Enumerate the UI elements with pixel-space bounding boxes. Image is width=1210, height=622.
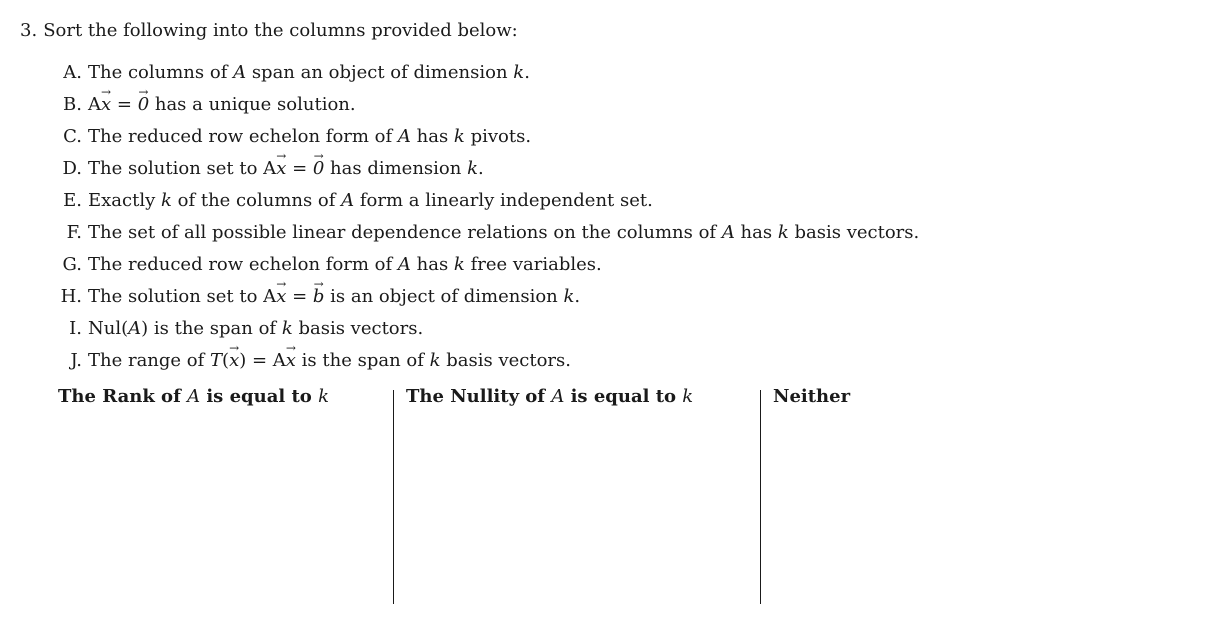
- statement-text: The columns of A span an object of dimension k.: [88, 62, 530, 83]
- statement-item: [58, 220, 919, 252]
- sorting-columns: [58, 386, 958, 604]
- statement-text: The solution set to A→ x = → b is an object of dimension k.: [88, 284, 580, 316]
- statement-item: [58, 124, 919, 156]
- statement-text: Exactly k of the columns of A form a linearly independent set.: [88, 190, 653, 211]
- statement-letter: I.: [69, 318, 82, 339]
- statement-item: [58, 156, 919, 188]
- statement-text: The reduced row echelon form of A has k free variables.: [88, 254, 602, 275]
- statement-text: The reduced row echelon form of A has k pivots.: [88, 126, 532, 147]
- statement-text: Nul(A) is the span of k basis vectors.: [88, 318, 424, 339]
- question-number: 3.: [20, 20, 38, 41]
- statement-letter: G.: [62, 254, 82, 275]
- column-header-neither: Neither: [773, 386, 851, 407]
- statement-letter: C.: [63, 126, 82, 147]
- statement-text: The range of T(→ x) = A→ x is the span of k basis vectors.: [88, 348, 571, 380]
- statement-letter: E.: [63, 190, 82, 211]
- statement-letter: A.: [63, 62, 82, 83]
- statement-text: The set of all possible linear dependence relations on the columns of A has k basis vectors.: [88, 222, 920, 243]
- statement-list: [58, 60, 919, 380]
- statement-letter: F.: [66, 222, 82, 243]
- statement-letter: H.: [60, 286, 82, 307]
- statement-letter: D.: [62, 158, 82, 179]
- column-divider-2: [760, 390, 761, 604]
- column-header-nullity: The Nullity of A is equal to k: [406, 386, 694, 407]
- statement-item: [58, 348, 919, 380]
- column-divider-1: [393, 390, 394, 604]
- statement-item: [58, 60, 919, 92]
- question-text: Sort the following into the columns provided below:: [43, 20, 518, 41]
- statement-item: [58, 252, 919, 284]
- statement-item: [58, 284, 919, 316]
- statement-item: [58, 92, 919, 124]
- question-prompt: [20, 20, 518, 41]
- statement-item: [58, 188, 919, 220]
- statement-text: The solution set to A→ x = → 0 has dimension k.: [88, 156, 484, 188]
- column-header-rank: The Rank of A is equal to k: [58, 386, 329, 407]
- statement-letter: J.: [70, 350, 82, 371]
- statement-item: [58, 316, 919, 348]
- statement-text: A→ x = → 0 has a unique solution.: [88, 92, 356, 124]
- statement-letter: B.: [63, 94, 82, 115]
